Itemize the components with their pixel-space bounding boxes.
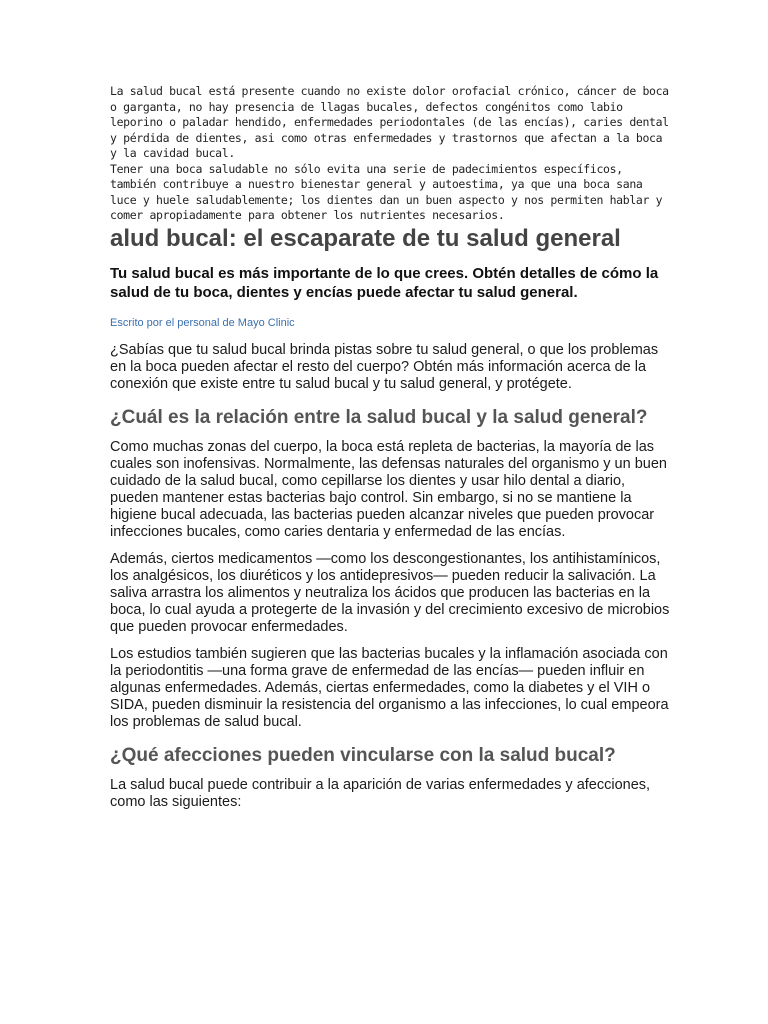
document-page [110,84,670,821]
body-paragraph: Los estudios también sugieren que las bacterias bucales y la inflamación asociada con la periodontitis —una forma grave de enfermedad de las encías— pueden influir en algunas enfermedades. Además, ciertas enfermedades, como la diabetes y el VIH o SIDA, pueden disminuir la resistencia del organismo a las infecciones, lo cual empeora los problemas de salud bucal. [110,645,669,730]
article-lead: ¿Sabías que tu salud bucal brinda pistas sobre tu salud general, o que los problemas en la boca pueden afectar el resto del cuerpo? Obtén más información acerca de la conexión que existe entre tu salud bucal y tu salud general, y protégete. [110,341,659,392]
intro-paragraph: La salud bucal está presente cuando no existe dolor orofacial crónico, cáncer de boca o garganta, no hay presencia de llagas bucales, defectos congénitos como labio leporino o paladar hendido, enfermedades periodontales (de las encías), caries dental y pérdida de dientes, asi como otras enfermedades y trastornos que afectan a la boca y la cavidad bucal. [110,84,669,160]
section-heading: ¿Qué afecciones pueden vincularse con la salud bucal? [110,744,616,766]
article-title: alud bucal: el escaparate de tu salud general [110,224,621,252]
body-paragraph: Como muchas zonas del cuerpo, la boca está repleta de bacterias, la mayoría de las cuales son inofensivas. Normalmente, las defensas naturales del organismo y un buen cuidado de la salud bucal, como cepillarse los dientes y usar hilo dental a diario, pueden mantener estas bacterias bajo control. Sin embargo, si no se mantiene la higiene bucal adecuada, las bacterias pueden alcanzar niveles que pueden provocar infecciones bucales, como caries dentaria y enfermedad de las encías. [110,438,667,540]
article-subtitle: Tu salud bucal es más importante de lo que crees. Obtén detalles de cómo la salud de tu boca, dientes y encías puede afectar tu salud general. [110,264,659,301]
body-paragraph: La salud bucal puede contribuir a la aparición de varias enfermedades y afecciones, como las siguientes: [110,776,651,810]
body-paragraph: Además, ciertos medicamentos —como los descongestionantes, los antihistamínicos, los analgésicos, los diuréticos y los antidepresivos— pueden reducir la salivación. La saliva arrastra los alimentos y neutraliza los ácidos que producen las bacterias en la boca, lo cual ayuda a protegerte de la invasión y del crecimiento excesivo de microbios que pueden provocar enfermedades. [110,550,670,635]
section-heading: ¿Cuál es la relación entre la salud bucal y la salud general? [110,406,648,428]
article-byline: Escrito por el personal de Mayo Clinic [110,316,295,329]
intro-paragraph: Tener una boca saludable no sólo evita una serie de padecimientos específicos, también contribuye a nuestro bienestar general y autoestima, ya que una boca sana luce y huele saludablemente; los dientes dan un buen aspecto y nos permiten hablar y comer apropiadamente para obtener los nutrientes necesarios. [110,161,663,222]
intro-section [110,84,670,224]
